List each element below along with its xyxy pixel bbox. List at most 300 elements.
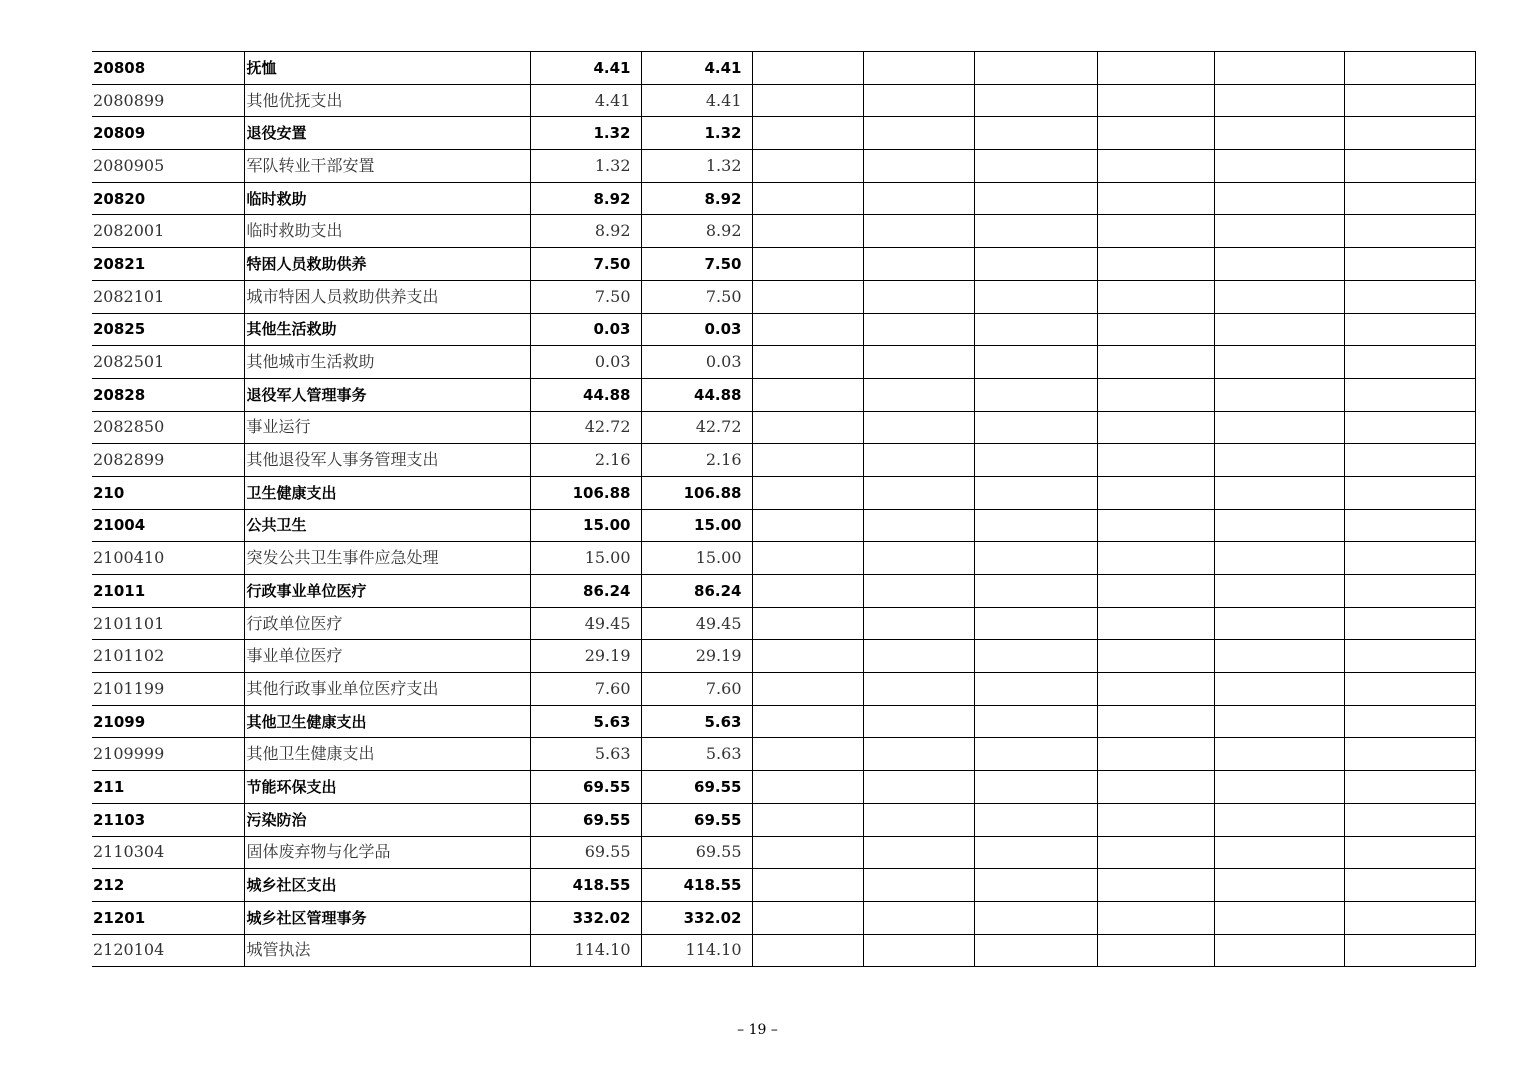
empty-cell [974,901,1097,934]
basic-expenditure-cell: 15.00 [641,542,752,575]
empty-cell [1097,52,1214,85]
empty-cell [1097,444,1214,477]
empty-cell [752,803,863,836]
empty-cell [863,411,974,444]
account-code-cell: 21103 [92,803,244,836]
account-code-cell: 2080899 [92,84,244,117]
basic-expenditure-cell: 0.03 [641,346,752,379]
total-amount-cell: 8.92 [530,182,641,215]
empty-cell [1214,901,1344,934]
total-amount-cell: 4.41 [530,84,641,117]
empty-cell [863,640,974,673]
empty-cell [752,280,863,313]
table-row [92,411,1475,444]
table-row [92,150,1475,183]
empty-cell [1214,313,1344,346]
empty-cell [974,150,1097,183]
account-name-cell: 抚恤 [244,52,530,85]
empty-cell [1344,836,1475,869]
total-amount-cell: 8.92 [530,215,641,248]
empty-cell [1097,901,1214,934]
empty-cell [1214,280,1344,313]
empty-cell [1344,575,1475,608]
empty-cell [1214,182,1344,215]
empty-cell [1344,738,1475,771]
empty-cell [1214,803,1344,836]
empty-cell [1344,215,1475,248]
empty-cell [974,705,1097,738]
table-row [92,673,1475,706]
empty-cell [1344,280,1475,313]
empty-cell [752,673,863,706]
empty-cell [1097,150,1214,183]
account-name-cell: 其他城市生活救助 [244,346,530,379]
account-name-cell: 突发公共卫生事件应急处理 [244,542,530,575]
empty-cell [863,836,974,869]
empty-cell [863,869,974,902]
account-name-cell: 其他退役军人事务管理支出 [244,444,530,477]
account-name-cell: 节能环保支出 [244,771,530,804]
empty-cell [974,313,1097,346]
budget-table [92,51,1476,967]
empty-cell [974,444,1097,477]
empty-cell [1214,378,1344,411]
basic-expenditure-cell: 44.88 [641,378,752,411]
empty-cell [863,378,974,411]
empty-cell [1214,771,1344,804]
basic-expenditure-cell: 0.03 [641,313,752,346]
basic-expenditure-cell: 4.41 [641,84,752,117]
empty-cell [863,607,974,640]
empty-cell [1214,869,1344,902]
empty-cell [974,934,1097,967]
empty-cell [974,738,1097,771]
empty-cell [1214,117,1344,150]
account-code-cell: 21201 [92,901,244,934]
basic-expenditure-cell: 1.32 [641,117,752,150]
account-name-cell: 污染防治 [244,803,530,836]
table-row [92,575,1475,608]
basic-expenditure-cell: 86.24 [641,575,752,608]
empty-cell [1097,182,1214,215]
table-row [92,215,1475,248]
empty-cell [1344,150,1475,183]
empty-cell [752,52,863,85]
basic-expenditure-cell: 2.16 [641,444,752,477]
empty-cell [1214,575,1344,608]
empty-cell [974,280,1097,313]
empty-cell [1097,836,1214,869]
table-row [92,346,1475,379]
account-code-cell: 2110304 [92,836,244,869]
empty-cell [1214,607,1344,640]
table-row [92,117,1475,150]
account-name-cell: 固体废弃物与化学品 [244,836,530,869]
empty-cell [1097,313,1214,346]
table-row [92,84,1475,117]
empty-cell [863,803,974,836]
empty-cell [752,607,863,640]
basic-expenditure-cell: 5.63 [641,705,752,738]
empty-cell [752,836,863,869]
table-row [92,901,1475,934]
empty-cell [752,738,863,771]
total-amount-cell: 69.55 [530,771,641,804]
empty-cell [974,248,1097,281]
total-amount-cell: 4.41 [530,52,641,85]
empty-cell [974,836,1097,869]
empty-cell [974,640,1097,673]
empty-cell [1097,84,1214,117]
account-name-cell: 城乡社区管理事务 [244,901,530,934]
account-code-cell: 21004 [92,509,244,542]
table-row [92,836,1475,869]
table-row [92,738,1475,771]
account-code-cell: 2109999 [92,738,244,771]
empty-cell [1097,509,1214,542]
total-amount-cell: 5.63 [530,738,641,771]
empty-cell [752,150,863,183]
empty-cell [1344,869,1475,902]
empty-cell [752,901,863,934]
account-code-cell: 2082501 [92,346,244,379]
empty-cell [1097,411,1214,444]
empty-cell [752,84,863,117]
account-code-cell: 21099 [92,705,244,738]
empty-cell [752,411,863,444]
table-row [92,542,1475,575]
account-name-cell: 城乡社区支出 [244,869,530,902]
account-code-cell: 211 [92,771,244,804]
total-amount-cell: 44.88 [530,378,641,411]
empty-cell [863,150,974,183]
basic-expenditure-cell: 106.88 [641,476,752,509]
total-amount-cell: 332.02 [530,901,641,934]
account-code-cell: 20825 [92,313,244,346]
empty-cell [974,215,1097,248]
empty-cell [1344,542,1475,575]
empty-cell [1214,52,1344,85]
account-code-cell: 2100410 [92,542,244,575]
empty-cell [863,476,974,509]
empty-cell [1097,934,1214,967]
empty-cell [974,84,1097,117]
basic-expenditure-cell: 5.63 [641,738,752,771]
account-name-cell: 其他卫生健康支出 [244,738,530,771]
empty-cell [752,346,863,379]
table-row [92,378,1475,411]
empty-cell [974,52,1097,85]
account-name-cell: 临时救助 [244,182,530,215]
empty-cell [1097,673,1214,706]
empty-cell [1214,542,1344,575]
empty-cell [1344,313,1475,346]
total-amount-cell: 7.60 [530,673,641,706]
empty-cell [863,346,974,379]
empty-cell [974,378,1097,411]
table-row [92,248,1475,281]
empty-cell [1214,509,1344,542]
account-name-cell: 临时救助支出 [244,215,530,248]
account-code-cell: 2082101 [92,280,244,313]
empty-cell [752,313,863,346]
table-row [92,182,1475,215]
total-amount-cell: 1.32 [530,117,641,150]
empty-cell [863,248,974,281]
empty-cell [974,607,1097,640]
empty-cell [1344,509,1475,542]
empty-cell [1097,117,1214,150]
table-row [92,869,1475,902]
empty-cell [974,542,1097,575]
empty-cell [1097,280,1214,313]
empty-cell [1214,411,1344,444]
empty-cell [863,705,974,738]
empty-cell [974,575,1097,608]
basic-expenditure-cell: 7.60 [641,673,752,706]
empty-cell [1214,673,1344,706]
account-code-cell: 2120104 [92,934,244,967]
account-code-cell: 20820 [92,182,244,215]
table-row [92,771,1475,804]
total-amount-cell: 69.55 [530,803,641,836]
total-amount-cell: 2.16 [530,444,641,477]
table-row [92,934,1475,967]
account-name-cell: 行政事业单位医疗 [244,575,530,608]
empty-cell [1097,803,1214,836]
empty-cell [1214,705,1344,738]
empty-cell [863,575,974,608]
empty-cell [1214,738,1344,771]
account-code-cell: 2101199 [92,673,244,706]
empty-cell [974,869,1097,902]
empty-cell [1097,476,1214,509]
basic-expenditure-cell: 8.92 [641,182,752,215]
table-row [92,444,1475,477]
table-row [92,52,1475,85]
empty-cell [863,934,974,967]
empty-cell [974,803,1097,836]
empty-cell [1214,444,1344,477]
empty-cell [1214,346,1344,379]
empty-cell [1097,607,1214,640]
empty-cell [1344,444,1475,477]
empty-cell [1214,640,1344,673]
empty-cell [863,84,974,117]
empty-cell [974,182,1097,215]
empty-cell [1097,248,1214,281]
empty-cell [1097,346,1214,379]
basic-expenditure-cell: 69.55 [641,771,752,804]
table-row [92,509,1475,542]
account-name-cell: 其他卫生健康支出 [244,705,530,738]
account-name-cell: 退役军人管理事务 [244,378,530,411]
total-amount-cell: 0.03 [530,313,641,346]
empty-cell [1344,84,1475,117]
total-amount-cell: 15.00 [530,509,641,542]
account-name-cell: 事业运行 [244,411,530,444]
empty-cell [1344,182,1475,215]
account-name-cell: 城管执法 [244,934,530,967]
account-name-cell: 其他优抚支出 [244,84,530,117]
account-name-cell: 行政单位医疗 [244,607,530,640]
empty-cell [1097,215,1214,248]
empty-cell [752,182,863,215]
empty-cell [1097,705,1214,738]
total-amount-cell: 7.50 [530,280,641,313]
empty-cell [1344,673,1475,706]
empty-cell [974,411,1097,444]
empty-cell [1097,738,1214,771]
basic-expenditure-cell: 42.72 [641,411,752,444]
account-code-cell: 20821 [92,248,244,281]
empty-cell [863,182,974,215]
empty-cell [863,117,974,150]
total-amount-cell: 5.63 [530,705,641,738]
basic-expenditure-cell: 4.41 [641,52,752,85]
account-code-cell: 2080905 [92,150,244,183]
empty-cell [974,117,1097,150]
table-row [92,280,1475,313]
empty-cell [1214,934,1344,967]
empty-cell [1097,542,1214,575]
basic-expenditure-cell: 7.50 [641,248,752,281]
table-row [92,640,1475,673]
empty-cell [1344,607,1475,640]
empty-cell [1344,476,1475,509]
account-code-cell: 2101101 [92,607,244,640]
basic-expenditure-cell: 332.02 [641,901,752,934]
empty-cell [752,869,863,902]
empty-cell [1214,150,1344,183]
empty-cell [752,640,863,673]
account-code-cell: 2082850 [92,411,244,444]
empty-cell [752,215,863,248]
empty-cell [863,280,974,313]
empty-cell [1097,378,1214,411]
total-amount-cell: 0.03 [530,346,641,379]
account-name-cell: 城市特困人员救助供养支出 [244,280,530,313]
empty-cell [863,313,974,346]
total-amount-cell: 418.55 [530,869,641,902]
total-amount-cell: 42.72 [530,411,641,444]
empty-cell [752,705,863,738]
empty-cell [863,542,974,575]
total-amount-cell: 86.24 [530,575,641,608]
empty-cell [1097,640,1214,673]
empty-cell [1344,52,1475,85]
account-code-cell: 21011 [92,575,244,608]
account-code-cell: 212 [92,869,244,902]
empty-cell [974,509,1097,542]
empty-cell [752,444,863,477]
account-code-cell: 2082001 [92,215,244,248]
account-name-cell: 公共卫生 [244,509,530,542]
empty-cell [1344,640,1475,673]
table-row [92,476,1475,509]
empty-cell [752,509,863,542]
basic-expenditure-cell: 15.00 [641,509,752,542]
basic-expenditure-cell: 1.32 [641,150,752,183]
account-name-cell: 其他生活救助 [244,313,530,346]
account-code-cell: 20809 [92,117,244,150]
account-name-cell: 军队转业干部安置 [244,150,530,183]
basic-expenditure-cell: 29.19 [641,640,752,673]
total-amount-cell: 114.10 [530,934,641,967]
table-row [92,803,1475,836]
empty-cell [1214,84,1344,117]
account-code-cell: 20828 [92,378,244,411]
empty-cell [1097,869,1214,902]
basic-expenditure-cell: 69.55 [641,836,752,869]
empty-cell [1344,117,1475,150]
total-amount-cell: 69.55 [530,836,641,869]
empty-cell [1214,248,1344,281]
empty-cell [863,673,974,706]
empty-cell [1344,771,1475,804]
total-amount-cell: 1.32 [530,150,641,183]
account-name-cell: 退役安置 [244,117,530,150]
account-code-cell: 210 [92,476,244,509]
total-amount-cell: 15.00 [530,542,641,575]
empty-cell [1097,575,1214,608]
empty-cell [863,444,974,477]
empty-cell [863,901,974,934]
empty-cell [752,476,863,509]
empty-cell [1344,378,1475,411]
table-row [92,313,1475,346]
empty-cell [1097,771,1214,804]
total-amount-cell: 49.45 [530,607,641,640]
empty-cell [752,117,863,150]
page-number: – 19 – [737,1022,778,1038]
empty-cell [863,509,974,542]
empty-cell [863,215,974,248]
empty-cell [1344,411,1475,444]
empty-cell [1214,476,1344,509]
empty-cell [863,52,974,85]
empty-cell [1344,803,1475,836]
empty-cell [752,934,863,967]
empty-cell [1344,934,1475,967]
basic-expenditure-cell: 7.50 [641,280,752,313]
table-row [92,705,1475,738]
empty-cell [752,248,863,281]
empty-cell [863,771,974,804]
account-code-cell: 20808 [92,52,244,85]
empty-cell [752,542,863,575]
total-amount-cell: 7.50 [530,248,641,281]
empty-cell [752,378,863,411]
total-amount-cell: 106.88 [530,476,641,509]
empty-cell [974,673,1097,706]
total-amount-cell: 29.19 [530,640,641,673]
empty-cell [974,771,1097,804]
account-name-cell: 特困人员救助供养 [244,248,530,281]
empty-cell [974,346,1097,379]
empty-cell [1344,248,1475,281]
basic-expenditure-cell: 69.55 [641,803,752,836]
account-code-cell: 2101102 [92,640,244,673]
empty-cell [752,771,863,804]
basic-expenditure-cell: 8.92 [641,215,752,248]
account-code-cell: 2082899 [92,444,244,477]
account-name-cell: 卫生健康支出 [244,476,530,509]
account-name-cell: 事业单位医疗 [244,640,530,673]
table-body [92,52,1475,967]
empty-cell [1344,705,1475,738]
empty-cell [1214,836,1344,869]
